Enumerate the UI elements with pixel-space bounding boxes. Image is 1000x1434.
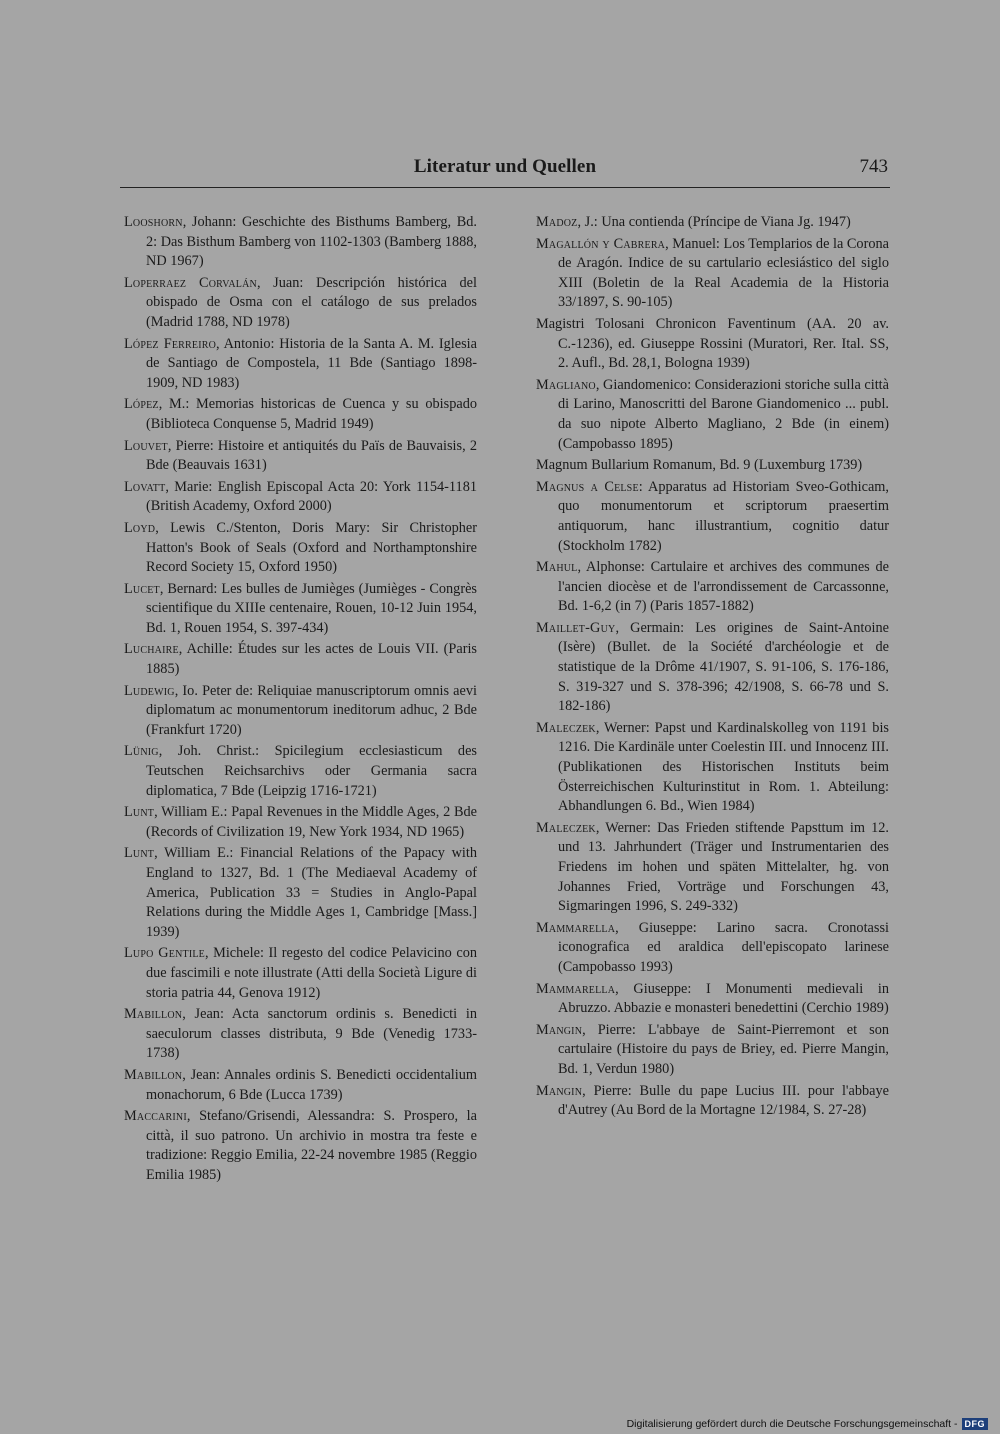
bibliography-entry xyxy=(124,742,477,801)
entry-author: Luchaire xyxy=(124,641,179,658)
bibliography-entry xyxy=(124,395,477,434)
entry-author: Mabillon xyxy=(124,1066,183,1083)
entry-author: Lupo Gentile xyxy=(124,945,205,962)
running-title: Literatur und Quellen xyxy=(413,156,597,177)
bibliography-entry xyxy=(124,682,477,741)
bibliography-entry xyxy=(124,1066,477,1105)
entry-text: , Giuseppe: Larino sacra. Cronotassi iconografica ed araldica dell'episcopato larinese (Campobasso 1993) xyxy=(558,919,889,975)
entry-text: , Joh. Christ.: Spicilegium ecclesiasticum des Teutschen Reichsarchivs oder Germania sacra diplomatica, 7 Bde (Leipzig 1716-1721) xyxy=(146,743,477,799)
bibliography-entry xyxy=(536,819,889,917)
entry-author: Lucet xyxy=(124,580,160,597)
entry-text: , Achille: Études sur les actes de Louis VII. (Paris 1885) xyxy=(146,641,477,678)
header-rule xyxy=(120,187,890,188)
bibliography-entry xyxy=(536,315,889,374)
entry-author: Loperraez Corvalán xyxy=(124,274,257,291)
entry-text: Magnum Bullarium Romanum, Bd. 9 (Luxemburg 1739) xyxy=(536,457,863,474)
bibliography-entry xyxy=(536,558,889,617)
bibliography-entry xyxy=(536,980,889,1019)
entry-author: Looshorn xyxy=(124,214,183,230)
entry-text: , Antonio: Historia de la Santa A. M. Iglesia de Santiago de Compostela, 11 Bde (Santiago 1898-1909, ND 1983) xyxy=(146,335,477,391)
entry-text: , Io. Peter de: Reliquiae manuscriptorum omnis aevi diplomatum ac monumentorum ineditorum adhuc, 2 Bde (Frankfurt 1720) xyxy=(146,682,477,738)
entry-text: , Werner: Papst und Kardinalskolleg von 1191 bis 1216. Die Kardinäle unter Coelestin III. und Innocenz III. (Publikationen des Historischen Instituts beim Österreichischen Kulturinstitut in Rom. 1. Abteilung: Abhandlungen 6. Bd., Wien 1984) xyxy=(558,719,889,815)
left-column xyxy=(124,213,477,1188)
entry-text: , Giuseppe: I Monumenti medievali in Abruzzo. Abbazie e monasteri benedettini (Cerchio 1989) xyxy=(558,980,889,1017)
bibliography-entry xyxy=(536,1082,889,1121)
bibliography-entry xyxy=(124,1107,477,1185)
entry-author: Lünig xyxy=(124,743,159,760)
bibliography-entry xyxy=(124,335,477,394)
entry-text: , Juan: Descripción histórica del obispado de Osma con el catálogo de sus prelados (Madrid 1788, ND 1978) xyxy=(146,274,477,330)
entry-author: Mammarella xyxy=(536,980,616,997)
entry-text: Magistri Tolosani Chronicon Faventinum (AA. 20 av. C.-1236), ed. Giuseppe Rossini (Muratori, Rer. Ital. SS, 2. Aufl., Bd. 28,1, Bologna 1939) xyxy=(536,315,889,372)
entry-text: , Pierre: Histoire et antiquités du Païs de Bauvaisis, 2 Bde (Beauvais 1631) xyxy=(146,437,477,474)
entry-author: Lunt xyxy=(124,804,155,821)
footer-text: Digitalisierung gefördert durch die Deutsche Forschungsgemeinschaft - xyxy=(626,1418,958,1430)
digitization-footer xyxy=(627,1416,988,1432)
bibliography-entry xyxy=(124,274,477,333)
entry-author: Maillet-Guy xyxy=(536,619,616,636)
entry-author: López xyxy=(124,396,159,413)
entry-text: , Stefano/Grisendi, Alessandra: S. Prospero, la città, il suo patrono. Un archivio in mostra tra feste e tradizione: Reggio Emilia, 22-24 novembre 1985 (Reggio Emilia 1985) xyxy=(146,1108,477,1183)
entry-text: , Johann: Geschichte des Bisthums Bamberg, Bd. 2: Das Bisthum Bamberg von 1102-1303 (Bamberg 1888, ND 1967) xyxy=(146,214,477,270)
entry-text: , M.: Memorias historicas de Cuenca y su obispado (Biblioteca Conquense 5, Madrid 1949) xyxy=(146,396,477,432)
entry-text: , Lewis C./Stenton, Doris Mary: Sir Christopher Hatton's Book of Seals (Oxford and Northamptonshire Record Society 15, Oxford 1950) xyxy=(146,519,477,576)
entry-text: , Giandomenico: Considerazioni storiche sulla città di Larino, Manoscritti del Barone Giandomenico ... publ. da suo nipote Alberto Magliano, 2 Bde (in einem) (Campobasso 1895) xyxy=(558,376,889,452)
entry-author: Magallón y Cabrera xyxy=(536,235,666,252)
entry-author: Maleczek xyxy=(536,719,596,736)
entry-author: Mangin xyxy=(536,1082,583,1099)
bibliography-entry xyxy=(536,376,889,454)
entry-author: Mangin xyxy=(536,1021,583,1038)
entry-text: , Pierre: L'abbaye de Saint-Pierremont et son cartulaire (Histoire du pays de Briey, ed. Pierre Mangin, Bd. 1, Verdun 1980) xyxy=(558,1021,889,1077)
entry-author: Ludewig xyxy=(124,682,175,699)
bibliography-entry xyxy=(124,844,477,942)
entry-text: , Michele: Il regesto del codice Pelavicino con due fascimili e note illustrate (Atti della Società Ligure di storia patria 44, Genova 1912) xyxy=(146,945,477,1001)
entry-author: Madoz xyxy=(536,214,578,230)
entry-author: Mammarella xyxy=(536,919,616,936)
bibliography-entry xyxy=(124,213,477,272)
bibliography-entry xyxy=(124,519,477,578)
bibliography-entry xyxy=(536,919,889,978)
right-column xyxy=(536,213,889,1123)
bibliography-entry xyxy=(536,1021,889,1080)
entry-text: , Pierre: Bulle du pape Lucius III. pour l'abbaye d'Autrey (Au Bord de la Mortagne 12/1984, S. 27-28) xyxy=(558,1082,889,1119)
bibliography-entry xyxy=(536,456,889,476)
dfg-logo: DFG xyxy=(962,1418,989,1430)
bibliography-entry xyxy=(124,803,477,842)
entry-author: Maccarini xyxy=(124,1108,187,1125)
entry-text: , Marie: English Episcopal Acta 20: York 1154-1181 (British Academy, Oxford 2000) xyxy=(146,478,477,515)
entry-text: , Alphonse: Cartulaire et archives des communes de l'ancien diocèse et de l'arrondissement de Carcassonne, Bd. 1-6,2 (in 7) (Paris 1857-1882) xyxy=(558,559,889,615)
bibliography-entry xyxy=(536,213,889,233)
bibliography-entry xyxy=(536,619,889,717)
entry-text: , Germain: Les origines de Saint-Antoine (Isère) (Bullet. de la Société d'archéologie et de statistique de la Drôme 41/1907, S. 91-106, S. 176-186, S. 319-327 und S. 378-396; 42/1908, S. 66-78 und S. 182-186) xyxy=(558,619,889,715)
bibliography-entry xyxy=(124,944,477,1003)
bibliography-entry xyxy=(124,478,477,517)
entry-author: Maleczek xyxy=(536,819,596,836)
entry-author: Louvet xyxy=(124,437,168,454)
entry-text: , Werner: Das Frieden stiftende Papsttum im 12. und 13. Jahrhundert (Träger und Instrumentarien des Friedens im hohen und späten Mittelalter, hg. von Johannes Fried, Vorträge und Forschungen 43, Sigmaringen 1996, S. 249-332) xyxy=(558,819,889,915)
entry-author: Lovatt xyxy=(124,478,166,495)
entry-author: Mabillon xyxy=(124,1006,183,1023)
page-number: 743 xyxy=(859,156,888,177)
entry-text: , Bernard: Les bulles de Jumièges (Jumièges - Congrès scientifique du XIIIe centenaire, Rouen, 10-12 Juin 1954, Bd. 1, Rouen 1954, S. 397-434) xyxy=(146,580,477,636)
bibliography-entry xyxy=(124,580,477,639)
entry-text: , Jean: Annales ordinis S. Benedicti occidentalium monachorum, 6 Bde (Lucca 1739) xyxy=(146,1066,477,1103)
entry-author: López Ferreiro xyxy=(124,335,217,352)
bibliography-entry xyxy=(124,1005,477,1064)
bibliography-entry xyxy=(124,640,477,679)
entry-text: , William E.: Financial Relations of the Papacy with England to 1327, Bd. 1 (The Mediaeval Academy of America, Publication 33 = Studies in Anglo-Papal Relations during the Middle Ages 1, Cambridge [Mass.] 1939) xyxy=(146,845,477,940)
bibliography-entry xyxy=(536,235,889,313)
bibliography-entry xyxy=(536,719,889,817)
entry-text: : Apparatus ad Historiam Sveo-Gothicam, quo monumentorum et scriptorum praesertim antiquorum, hanc illustrantium, cognitio datur (Stockholm 1782) xyxy=(558,478,889,554)
entry-author: Mahul xyxy=(536,559,578,576)
bibliography-entry xyxy=(536,478,889,556)
entry-text: , Manuel: Los Templarios de la Corona de Aragón. Indice de su cartulario eclesiástico del siglo XIII (Boletin de la Real Academia de la Historia 33/1897, S. 90-105) xyxy=(558,235,889,311)
entry-author: Lunt xyxy=(124,845,155,862)
page-header xyxy=(120,156,890,182)
entry-author: Magliano xyxy=(536,376,596,393)
entry-text: , J.: Una contienda (Príncipe de Viana Jg. 1947) xyxy=(577,214,851,230)
bibliography-entry xyxy=(124,437,477,476)
entry-author: Loyd xyxy=(124,519,156,536)
entry-author: Magnus a Celse xyxy=(536,478,639,495)
entry-text: , Jean: Acta sanctorum ordinis s. Benedicti in saeculorum classes distributa, 9 Bde (Venedig 1733-1738) xyxy=(146,1006,477,1062)
entry-text: , William E.: Papal Revenues in the Middle Ages, 2 Bde (Records of Civilization 19, New York 1934, ND 1965) xyxy=(146,804,477,840)
